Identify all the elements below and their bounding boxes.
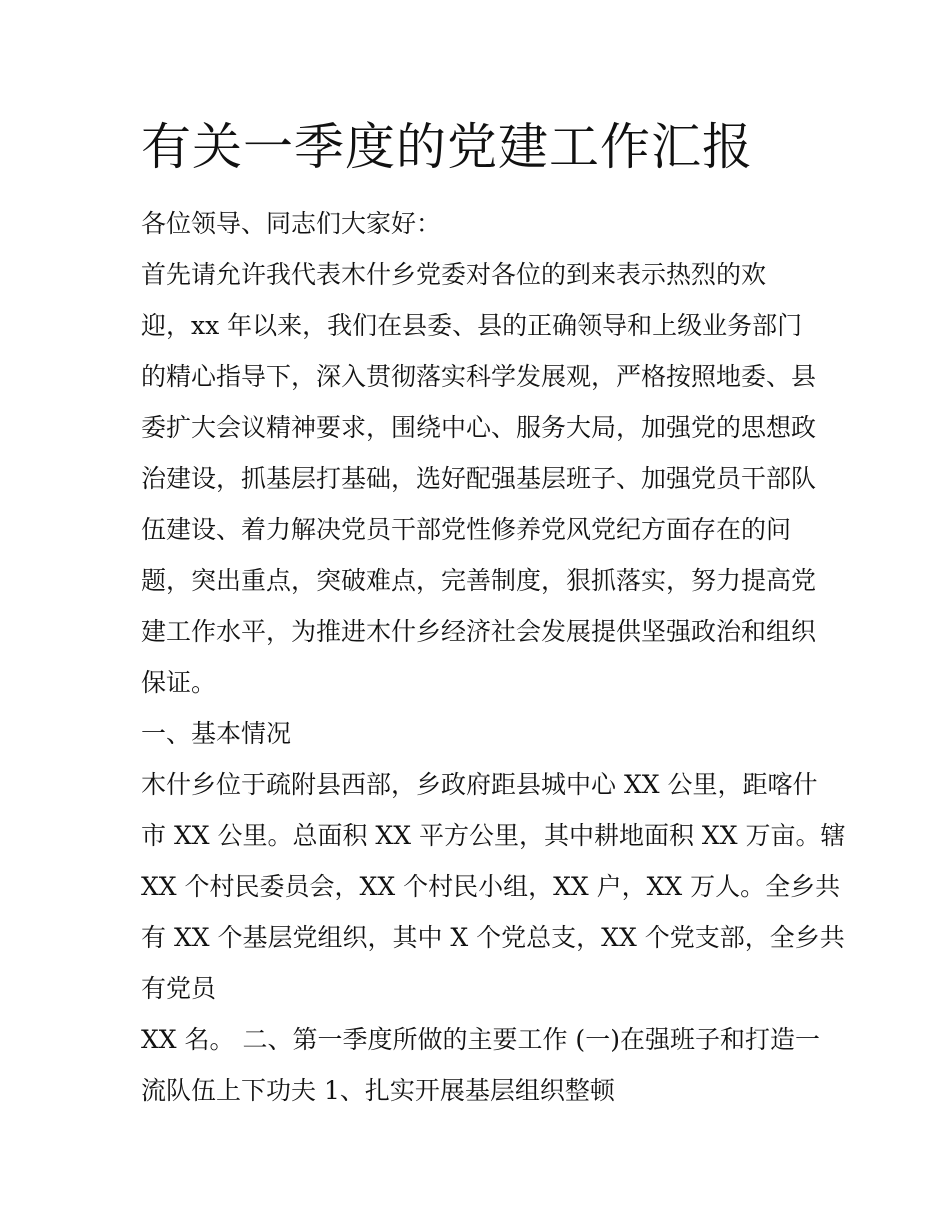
text-line: 市 XX 公里。总面积 XX 平方公里，其中耕地面积 XX 万亩。辖 bbox=[141, 821, 846, 850]
text-line: XX 名。 二、第一季度所做的主要工作 (一)在强班子和打造一 bbox=[141, 1025, 820, 1054]
text-line: 委扩大会议精神要求，围绕中心、服务大局，加强党的思想政 bbox=[141, 413, 817, 442]
text-line: 各位领导、同志们大家好： bbox=[141, 209, 442, 238]
text-line: 有党员 bbox=[141, 974, 217, 1003]
document-title: 有关一季度的党建工作汇报 bbox=[141, 118, 753, 176]
document-body bbox=[141, 198, 846, 1116]
text-line: 题，突出重点，突破难点，完善制度，狠抓落实，努力提高党 bbox=[141, 566, 817, 595]
text-line: 木什乡位于疏附县西部，乡政府距县城中心 XX 公里，距喀什 bbox=[141, 770, 818, 799]
text-line: 保证。 bbox=[141, 668, 217, 697]
text-line: 首先请允许我代表木什乡党委对各位的到来表示热烈的欢 bbox=[141, 260, 767, 289]
text-line: 迎，xx 年以来，我们在县委、县的正确领导和上级业务部门 bbox=[141, 311, 803, 340]
text-line: 有 XX 个基层党组织，其中 X 个党总支，XX 个党支部，全乡共 bbox=[141, 923, 845, 952]
text-line: 流队伍上下功夫 1、扎实开展基层组织整顿 bbox=[141, 1076, 615, 1105]
text-line: 治建设，抓基层打基础，选好配强基层班子、加强党员干部队 bbox=[141, 464, 817, 493]
text-line: 建工作水平，为推进木什乡经济社会发展提供坚强政治和组织 bbox=[141, 617, 817, 646]
text-line: XX 个村民委员会，XX 个村民小组，XX 户，XX 万人。全乡共 bbox=[141, 872, 841, 901]
text-line: 的精心指导下，深入贯彻落实科学发展观，严格按照地委、县 bbox=[141, 362, 817, 391]
section-heading: 一、基本情况 bbox=[141, 719, 292, 748]
text-line: 伍建设、着力解决党员干部党性修养党风党纪方面存在的问 bbox=[141, 515, 792, 544]
